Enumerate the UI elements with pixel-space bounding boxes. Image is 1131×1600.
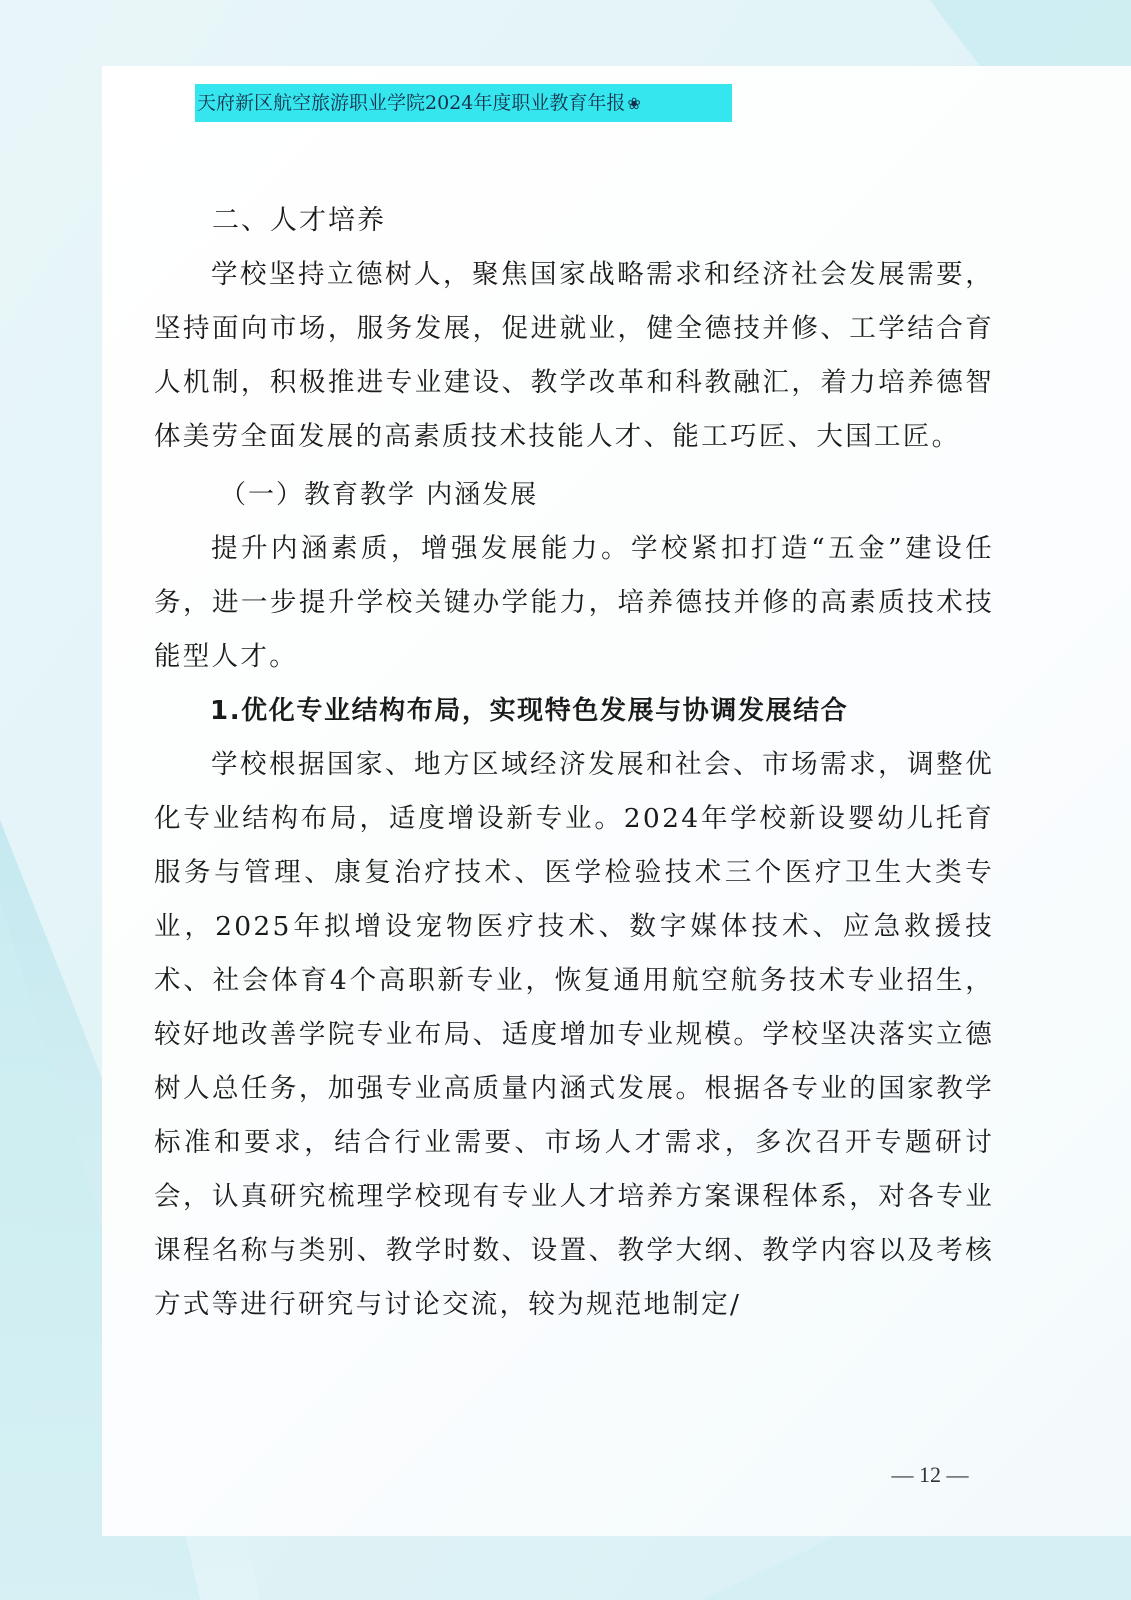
- subsection-intro-paragraph: 提升内涵素质，增强发展能力。学校紧扣打造“五金”建设任务，进一步提升学校关键办学能力，培养德技并修的高素质技术技能型人才。: [154, 533, 994, 672]
- report-header-banner: [195, 84, 732, 122]
- report-header-title: 天府新区航空旅游职业学院2024年度职业教育年报: [197, 92, 626, 114]
- document-body: [154, 194, 994, 1332]
- flower-icon: ❀: [627, 94, 641, 113]
- section-heading: 二、人才培养: [212, 205, 386, 236]
- subsection-heading: （一）教育教学 内涵发展: [220, 480, 539, 510]
- item-heading: 1.优化专业结构布局，实现特色发展与协调发展结合: [210, 696, 849, 726]
- page-number: — 12 —: [891, 1462, 969, 1487]
- section-intro-paragraph: 学校坚持立德树人，聚焦国家战略需求和经济社会发展需要，坚持面向市场，服务发展，促进就业，健全德技并修、工学结合育人机制，积极推进专业建设、教学改革和科教融汇，着力培养德智体美劳全面发展的高素质技术技能人才、能工巧匠、大国工匠。: [154, 259, 994, 452]
- item-body-paragraph: 学校根据国家、地方区域经济发展和社会、市场需求，调整优化专业结构布局，适度增设新专业。2024年学校新设婴幼儿托育服务与管理、康复治疗技术、医学检验技术三个医疗卫生大类专业，2025年拟增设宠物医疗技术、数字媒体技术、应急救援技术、社会体育4个高职新专业，恢复通用航空航务技术专业招生，较好地改善学院专业布局、适度增加专业规模。学校坚决落实立德树人总任务，加强专业高质量内涵式发展。根据各专业的国家教学标准和要求，结合行业需要、市场人才需求，多次召开专题研讨会，认真研究梳理学校现有专业人才培养方案课程体系，对各专业课程名称与类别、教学时数、设置、教学大纲、教学内容以及考核方式等进行研究与讨论交流，较为规范地制定/: [154, 749, 994, 1320]
